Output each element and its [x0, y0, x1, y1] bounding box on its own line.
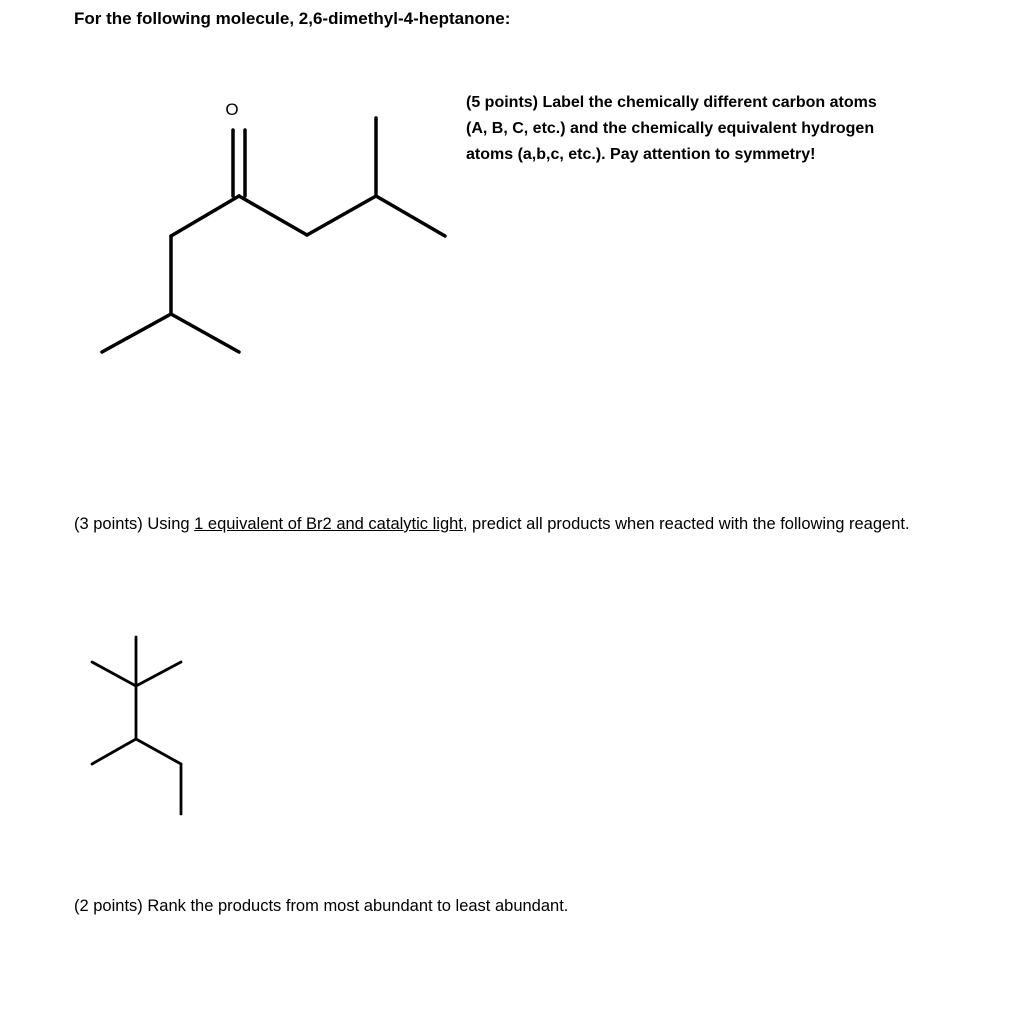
bond-top-right — [136, 662, 181, 686]
bond-bottom-right — [136, 739, 181, 764]
question2-prefix: (3 points) Using — [74, 515, 195, 533]
question1-line-1: (5 points) Label the chemically different carbon atoms — [466, 94, 877, 111]
oxygen-label: O — [225, 100, 239, 119]
page-title: For the following molecule, 2,6-dimethyl-4-heptanone: — [74, 9, 511, 28]
question1-line-2: (A, B, C, etc.) and the chemically equivalent hydrogen — [466, 120, 875, 137]
question1-line-3: atoms (a,b,c, etc.). Pay attention to symmetry! — [466, 146, 816, 163]
question2-suffix: , predict all products when reacted with the following reagent. — [462, 515, 910, 533]
question3-text: (2 points) Rank the products from most abundant to least abundant. — [74, 897, 569, 915]
question2-underlined-condition: 1 equivalent of Br2 and catalytic light — [194, 515, 463, 533]
bond-bottom-left — [92, 739, 136, 764]
question1-text — [466, 90, 936, 168]
question2-text — [74, 511, 954, 538]
bond-top-left — [92, 662, 136, 686]
